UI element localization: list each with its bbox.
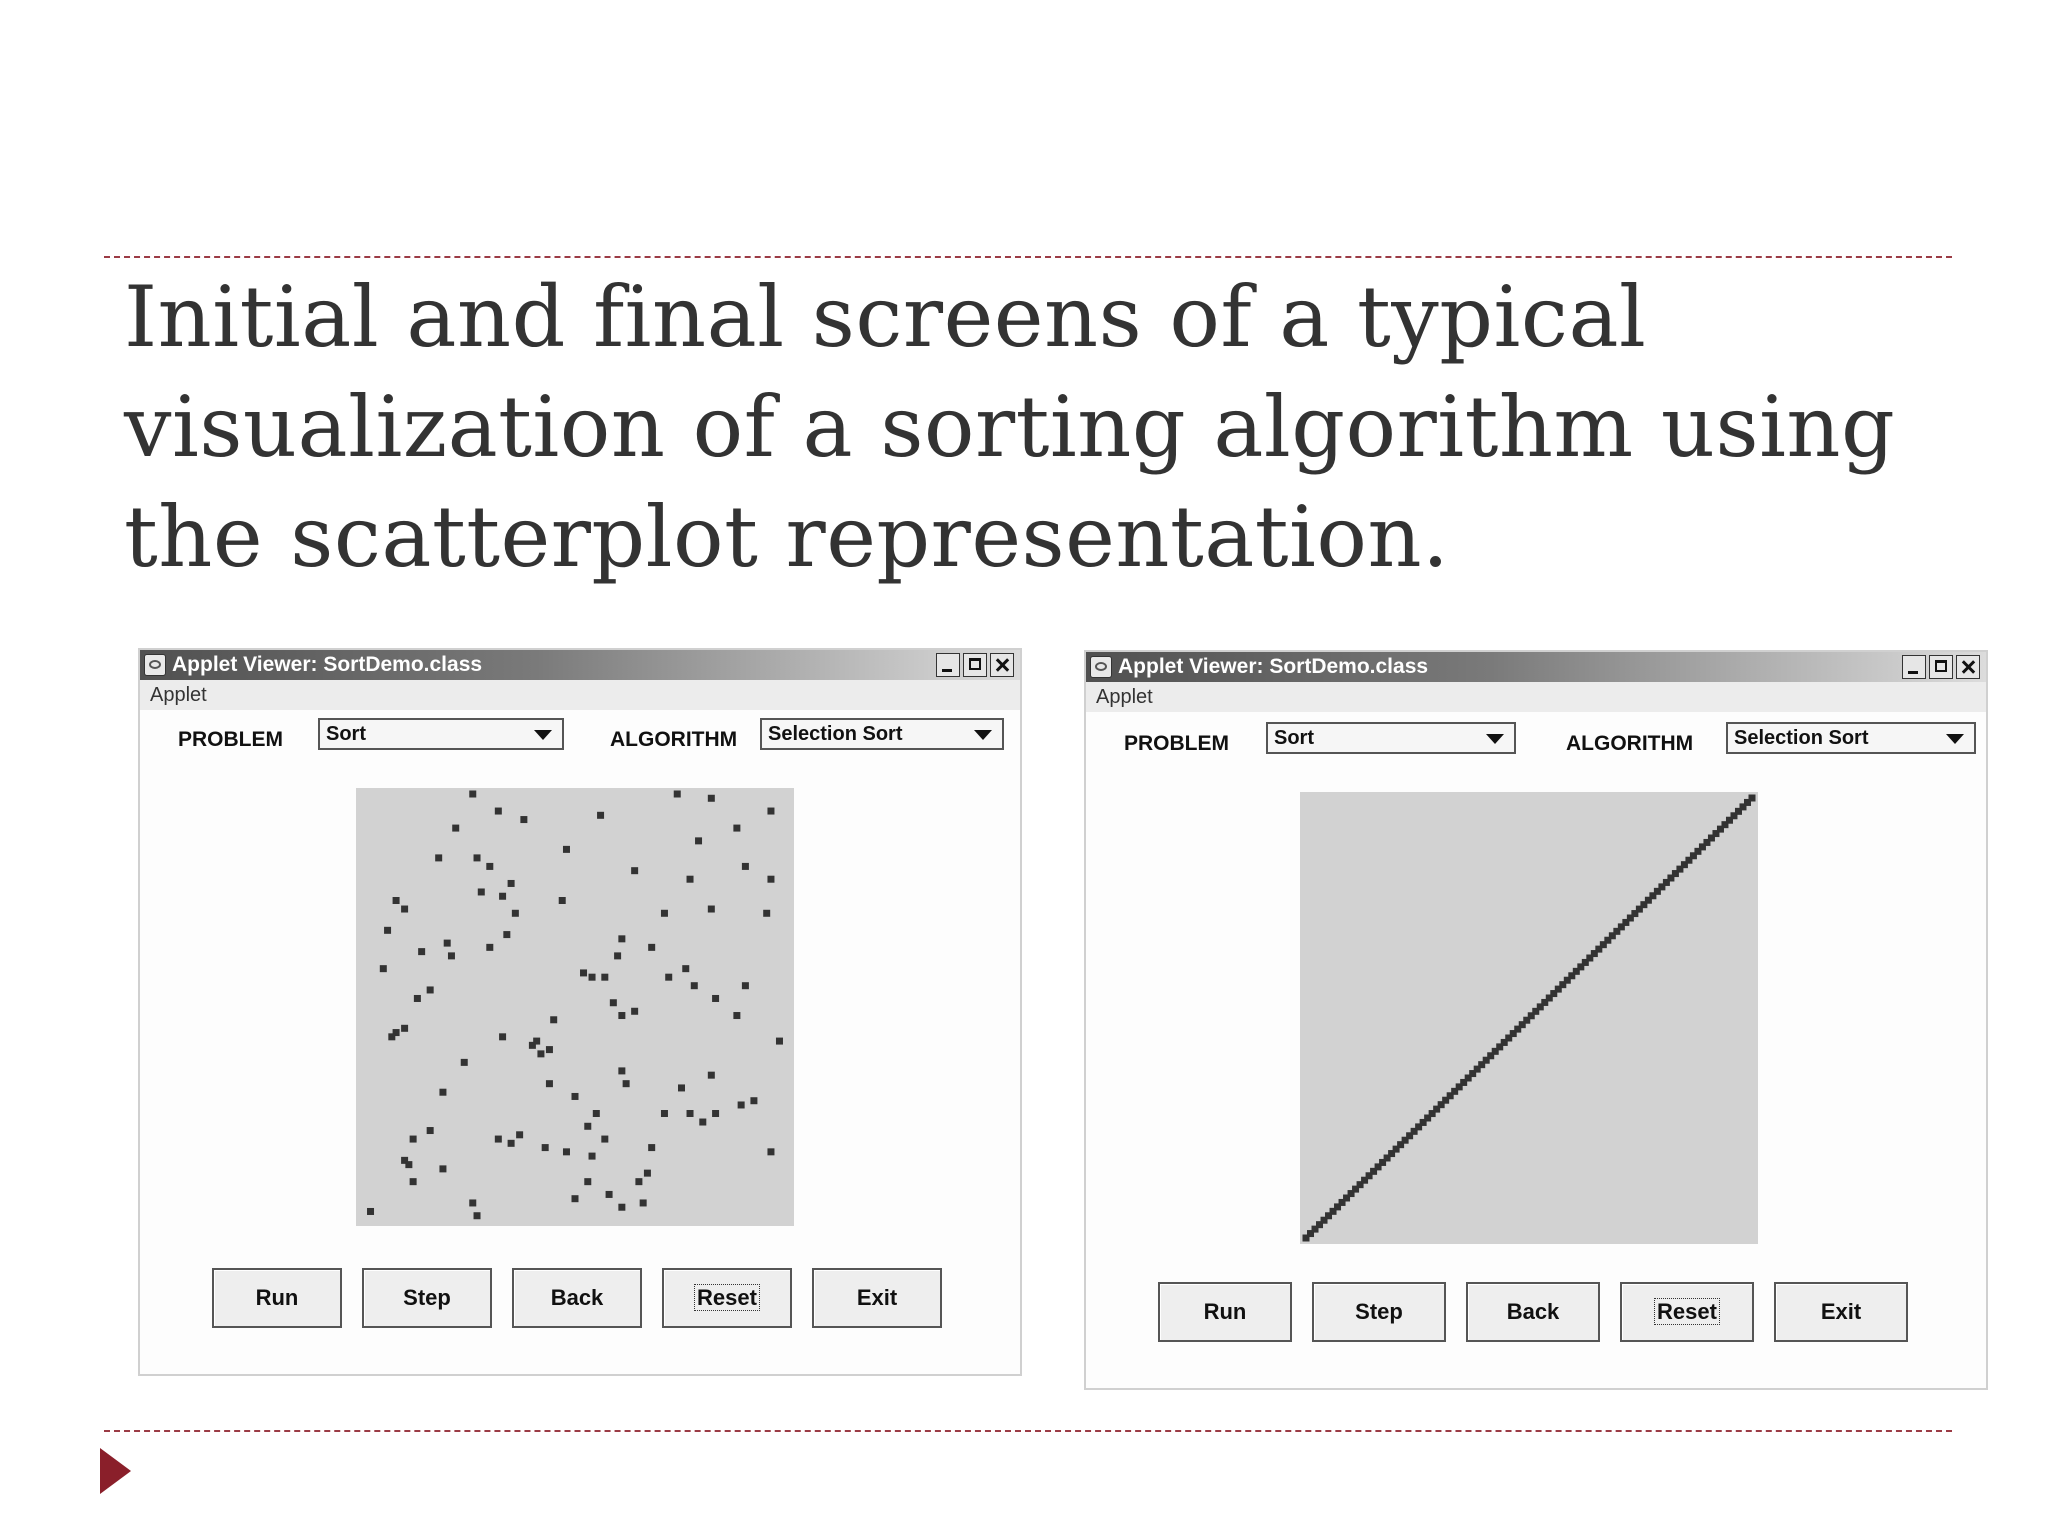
data-point	[427, 986, 434, 993]
data-point	[380, 965, 387, 972]
data-point	[474, 854, 481, 861]
data-point	[648, 944, 655, 951]
data-point	[427, 1127, 434, 1134]
data-point	[516, 1131, 523, 1138]
data-point	[388, 1033, 395, 1040]
chevron-down-icon	[534, 730, 552, 740]
maximize-icon[interactable]	[963, 653, 987, 677]
top-divider	[104, 256, 1952, 258]
data-point	[469, 1199, 476, 1206]
title-bar[interactable]	[1086, 652, 1986, 682]
data-point	[418, 948, 425, 955]
data-point	[618, 1067, 625, 1074]
algorithm-select-value: Selection Sort	[1734, 727, 1869, 749]
data-point	[486, 944, 493, 951]
data-point	[572, 1195, 579, 1202]
data-point	[699, 1119, 706, 1126]
data-point	[644, 1170, 651, 1177]
data-point	[499, 893, 506, 900]
data-point	[461, 1059, 468, 1066]
title-bar[interactable]	[140, 650, 1020, 680]
data-point	[401, 906, 408, 913]
data-point	[767, 808, 774, 815]
reset-button[interactable]: Reset	[1620, 1282, 1754, 1342]
reset-button[interactable]: Reset	[662, 1268, 792, 1328]
data-point	[712, 995, 719, 1002]
data-point	[687, 1110, 694, 1117]
data-point	[401, 1025, 408, 1032]
data-point	[563, 1148, 570, 1155]
data-point	[708, 1072, 715, 1079]
data-point	[640, 1199, 647, 1206]
data-point	[584, 1123, 591, 1130]
window-title: Applet Viewer: SortDemo.class	[172, 653, 483, 676]
problem-select[interactable]	[318, 718, 564, 750]
data-point	[478, 888, 485, 895]
data-point	[529, 1042, 536, 1049]
java-cup-icon	[144, 654, 166, 676]
data-point	[410, 1178, 417, 1185]
data-point	[695, 837, 702, 844]
data-point	[414, 995, 421, 1002]
scatterplot-final-svg	[1300, 792, 1758, 1244]
algorithm-select[interactable]	[1726, 722, 1976, 754]
data-point	[584, 1178, 591, 1185]
chevron-down-icon	[1946, 734, 1964, 744]
data-point	[742, 863, 749, 870]
data-point	[635, 1178, 642, 1185]
data-point	[499, 1033, 506, 1040]
data-point	[601, 974, 608, 981]
back-button[interactable]: Back	[512, 1268, 642, 1328]
data-point	[559, 897, 566, 904]
data-point	[738, 1101, 745, 1108]
data-point	[682, 965, 689, 972]
data-point	[631, 1008, 638, 1015]
data-point	[550, 1016, 557, 1023]
data-point	[597, 812, 604, 819]
algorithm-label: ALGORITHM	[610, 728, 738, 751]
menu-applet[interactable]: Applet	[150, 684, 207, 706]
algorithm-select-value: Selection Sort	[768, 723, 903, 745]
data-point	[767, 1148, 774, 1155]
data-point	[750, 1097, 757, 1104]
data-point	[452, 825, 459, 832]
data-point	[763, 910, 770, 917]
data-point	[661, 1110, 668, 1117]
minimize-icon[interactable]	[936, 653, 960, 677]
step-button[interactable]: Step	[362, 1268, 492, 1328]
data-point	[614, 952, 621, 959]
data-point	[448, 952, 455, 959]
chevron-down-icon	[974, 730, 992, 740]
problem-label: PROBLEM	[178, 728, 283, 751]
data-point	[563, 846, 570, 853]
menu-applet[interactable]: Applet	[1096, 686, 1153, 708]
data-point	[435, 854, 442, 861]
data-point	[520, 816, 527, 823]
data-point	[767, 876, 774, 883]
data-point	[733, 1012, 740, 1019]
data-point	[742, 982, 749, 989]
data-point	[631, 867, 638, 874]
data-point	[618, 935, 625, 942]
data-point	[439, 1089, 446, 1096]
problem-select-value: Sort	[1274, 727, 1314, 749]
data-point	[708, 795, 715, 802]
data-point	[623, 1080, 630, 1087]
maximize-icon[interactable]	[1929, 655, 1953, 679]
data-point	[589, 1153, 596, 1160]
data-point	[661, 910, 668, 917]
data-point	[618, 1012, 625, 1019]
data-point	[410, 1136, 417, 1143]
data-point	[665, 974, 672, 981]
scatterplot-initial-svg	[356, 788, 794, 1226]
algorithm-select[interactable]	[760, 718, 1004, 750]
data-point	[474, 1212, 481, 1219]
problem-select[interactable]	[1266, 722, 1516, 754]
data-point	[1749, 795, 1756, 802]
data-point	[618, 1204, 625, 1211]
bottom-divider	[104, 1430, 1952, 1432]
data-point	[648, 1144, 655, 1151]
data-point	[444, 940, 451, 947]
scatterplot-initial	[356, 788, 794, 1226]
algorithm-label: ALGORITHM	[1566, 732, 1694, 755]
data-point	[495, 1136, 502, 1143]
run-button[interactable]: Run	[1158, 1282, 1292, 1342]
slide-title: Initial and final screens of a typical visualization of a sorting algorithm using the scatterplot representation.	[124, 268, 1896, 586]
step-button[interactable]: Step	[1312, 1282, 1446, 1342]
data-point	[687, 876, 694, 883]
window-title: Applet Viewer: SortDemo.class	[1118, 655, 1429, 678]
data-point	[593, 1110, 600, 1117]
data-point	[733, 825, 740, 832]
minimize-icon[interactable]	[1902, 655, 1926, 679]
applet-window-final	[1084, 650, 1988, 1390]
data-point	[546, 1046, 553, 1053]
java-cup-icon	[1090, 656, 1112, 678]
data-point	[508, 880, 515, 887]
data-point	[503, 931, 510, 938]
triangle-bullet-icon	[100, 1448, 131, 1494]
data-point	[405, 1161, 412, 1168]
data-point	[537, 1050, 544, 1057]
data-point	[486, 863, 493, 870]
exit-button[interactable]: Exit	[1774, 1282, 1908, 1342]
data-point	[776, 1038, 783, 1045]
data-point	[678, 1084, 685, 1091]
data-point	[508, 1140, 515, 1147]
data-point	[546, 1080, 553, 1087]
applet-window-initial	[138, 648, 1022, 1376]
problem-select-value: Sort	[326, 723, 366, 745]
data-point	[606, 1191, 613, 1198]
menu-bar	[140, 680, 1020, 710]
exit-button[interactable]: Exit	[812, 1268, 942, 1328]
menu-bar	[1086, 682, 1986, 712]
data-point	[393, 897, 400, 904]
back-button[interactable]: Back	[1466, 1282, 1600, 1342]
data-point	[384, 927, 391, 934]
data-point	[610, 999, 617, 1006]
problem-label: PROBLEM	[1124, 732, 1229, 755]
data-point	[712, 1110, 719, 1117]
data-point	[469, 791, 476, 798]
data-point	[367, 1208, 374, 1215]
data-point	[495, 808, 502, 815]
data-point	[572, 1093, 579, 1100]
data-point	[512, 910, 519, 917]
data-point	[708, 906, 715, 913]
run-button[interactable]: Run	[212, 1268, 342, 1328]
close-icon[interactable]	[990, 653, 1014, 677]
data-point	[439, 1165, 446, 1172]
data-point	[542, 1144, 549, 1151]
data-point	[601, 1136, 608, 1143]
scatterplot-final	[1300, 792, 1758, 1244]
data-point	[589, 974, 596, 981]
chevron-down-icon	[1486, 734, 1504, 744]
data-point	[674, 791, 681, 798]
data-point	[691, 982, 698, 989]
data-point	[580, 969, 587, 976]
close-icon[interactable]	[1956, 655, 1980, 679]
